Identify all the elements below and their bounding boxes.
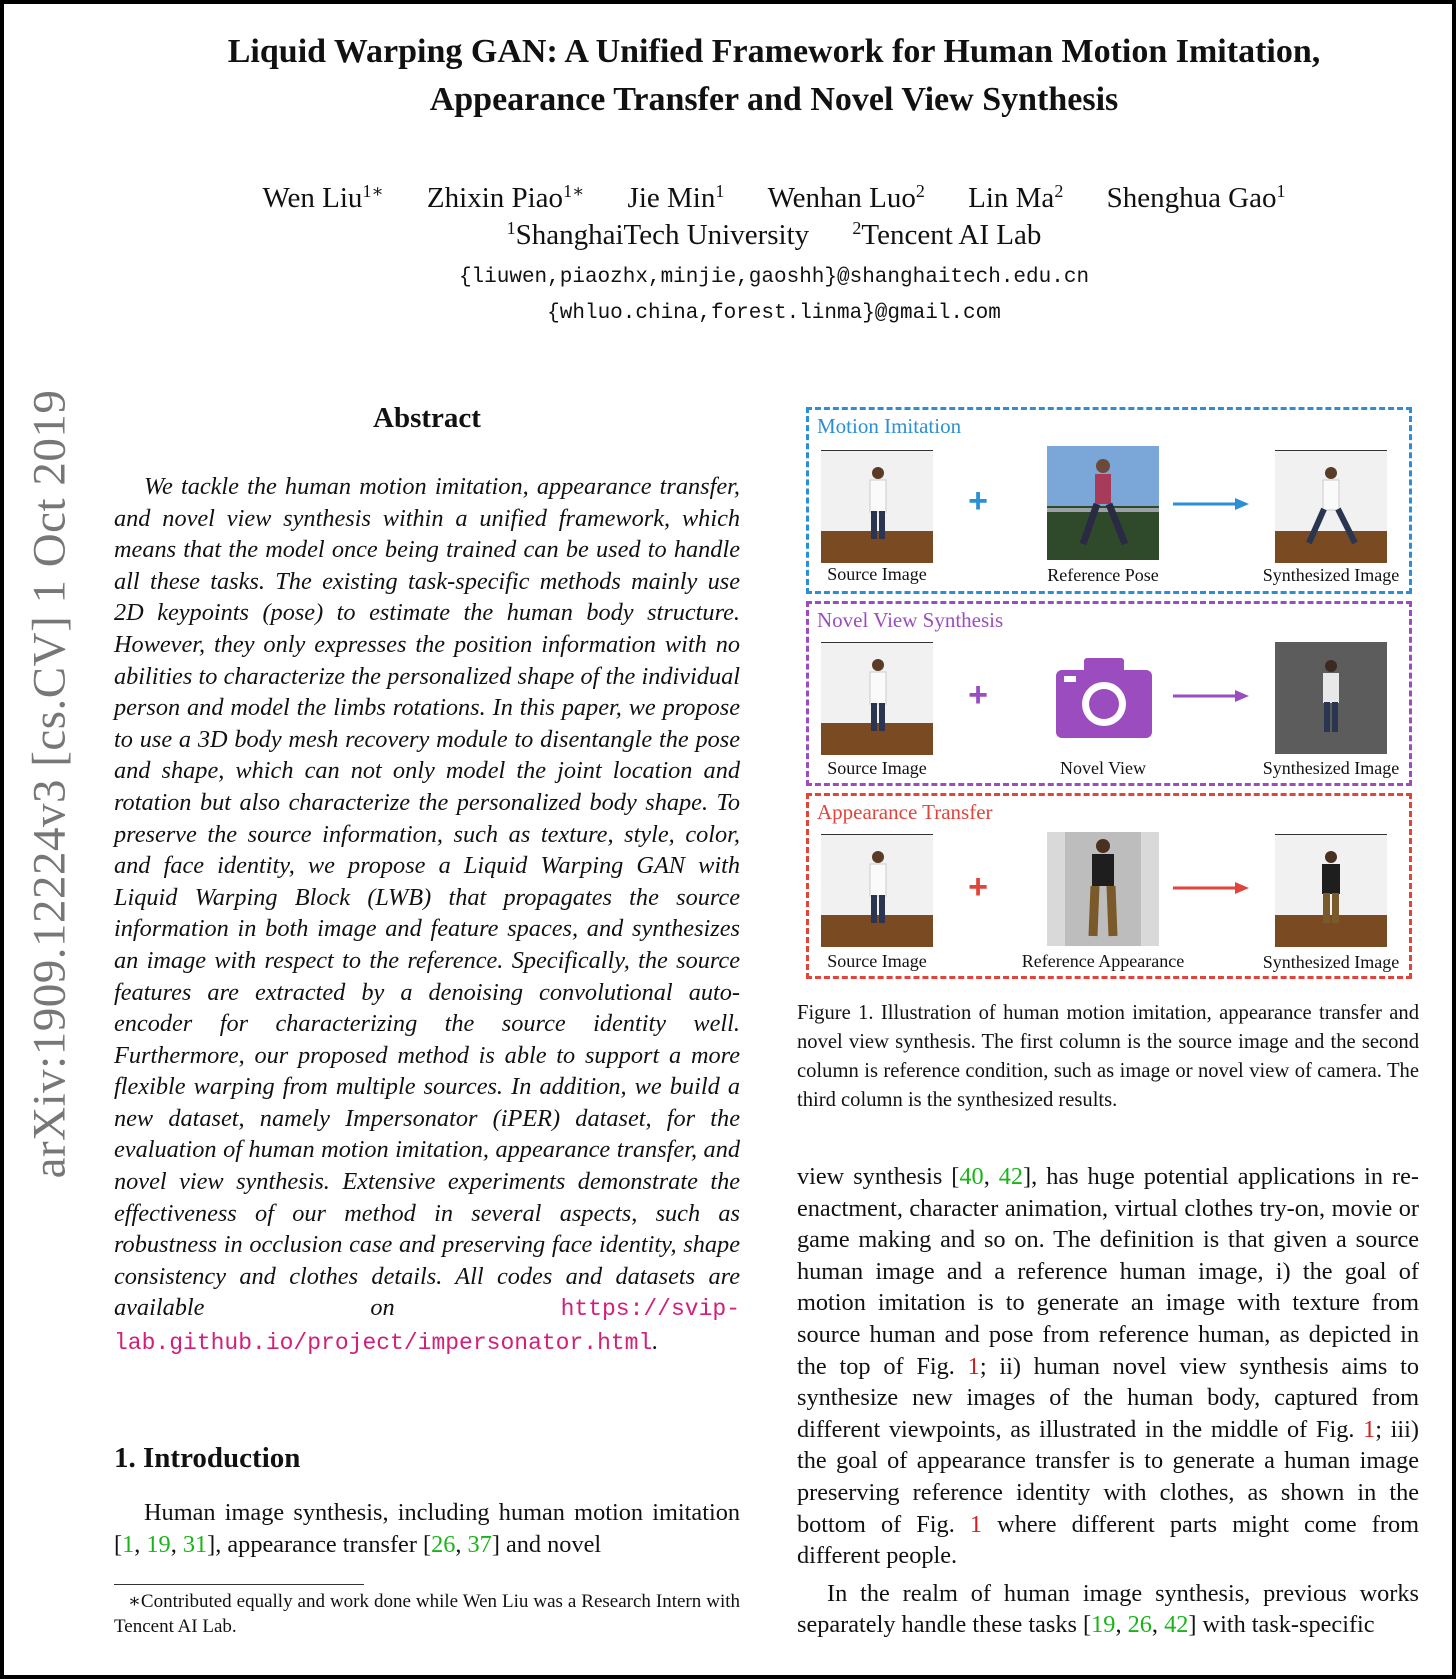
abstract-heading: Abstract	[373, 402, 481, 434]
caption-reference: Reference Appearance	[1021, 951, 1185, 971]
synthesized-image	[1275, 642, 1387, 754]
citation-link[interactable]: 42	[998, 1163, 1024, 1190]
arrow-icon	[1171, 688, 1251, 704]
camera-icon	[1056, 656, 1152, 738]
abstract-body: We tackle the human motion imitation, appearance transfer, and novel view synthesis within a unified framework, which means that the model once being trained can be used to handle all these tasks. The existing task-specific methods mainly use 2D keypoints (pose) to estimate the human body structure. However, they only expresses the position information with no abilities to characterize the personalized shape of the individual person and model the limbs rotations. In this paper, we propose to use a 3D body mesh recovery module to disentangle the pose and shape, which can not only model the joint location and rotation but also characterize the personalized body shape. To preserve the source information, such as texture, style, color, and face identity, we propose a Liquid Warping GAN with Liquid Warping Block (LWB) that propagates the source information in both image and feature spaces, and synthesizes an image with respect to the reference. Specifically, the source features are extracted by a denoising convolutional auto-encoder for characterizing the source identity well. Furthermore, our proposed method is able to support a more flexible warping from multiple sources. In addition, we build a new dataset, namely Impersonator (iPER) dataset, for the evaluation of human motion imitation, appearance transfer, and novel view synthesis. Extensive experiments demonstrate the effectiveness of our method in several aspects, such as robustness in occlusion case and preserving face identity, shape consistency and clothes details. All codes and datasets are available on	[114, 473, 740, 1322]
paper-title	[124, 28, 1424, 124]
caption-synth: Synthesized Image	[1262, 758, 1400, 778]
caption-reference: Novel View	[1059, 758, 1147, 778]
author-list	[124, 180, 1424, 217]
caption-reference: Reference Pose	[1047, 565, 1159, 585]
panel-novel-view	[806, 601, 1412, 786]
author: Wen Liu$^{1∗}$	[262, 181, 384, 214]
plus-sign: +	[968, 482, 988, 520]
title-line-1: Liquid Warping GAN: A Unified Framework for Human Motion Imitation,	[227, 33, 1321, 70]
affiliation-list	[124, 217, 1424, 254]
intro-heading: 1. Introduction	[114, 1442, 301, 1474]
reference-appearance-image	[1047, 832, 1159, 946]
email-line-2: {whluo.china,forest.linma}@gmail.com	[547, 302, 1001, 325]
panel-motion-imitation	[806, 407, 1412, 594]
source-image	[821, 642, 933, 755]
email-line-1: {liuwen,piaozhx,minjie,gaoshh}@shanghaitech.edu.cn	[458, 266, 1090, 289]
citation-link[interactable]: 1	[122, 1530, 135, 1558]
title-line-2: Appearance Transfer and Novel View Synthesis	[429, 81, 1119, 118]
panel-appearance-transfer	[806, 793, 1412, 979]
author: Lin Ma$^2$	[968, 181, 1064, 214]
panel-title: Appearance Transfer	[817, 800, 993, 824]
author: Zhixin Piao$^{1∗}$	[426, 181, 585, 214]
abstract-text: We tackle the human motion imitation, appearance transfer, and novel view synthesis within a unified framework, which means that the model once being trained can be used to handle all these tasks. The existing task-specific methods mainly use 2D keypoints (pose) to estimate the human body structure. However, they only expresses the position information with no abilities to characterize the personalized shape of the individual person and model the limbs rotations. In this paper, we propose to use a 3D body mesh recovery module to disentangle the pose and shape, which can not only model the joint location and rotation but also characterize the personalized body shape. To preserve the source information, such as texture, style, color, and face identity, we propose a Liquid Warping GAN with Liquid Warping Block (LWB) that propagates the source information in both image and feature spaces, and synthesizes an image with respect to the reference. Specifically, the source features are extracted by a denoising convolutional auto-encoder for characterizing the source identity well. Furthermore, our proposed method is able to support a more flexible warping from multiple sources. In addition, we build a new dataset, namely Impersonator (iPER) dataset, for the evaluation of human motion imitation, appearance transfer, and novel view synthesis. Extensive experiments demonstrate the effectiveness of our method in several aspects, such as robustness in occlusion case and preserving face identity, shape consistency and clothes details. All codes and datasets are available on https://svip-lab.github.io/project/impersonator.html.	[114, 473, 740, 1357]
arrow-icon	[1171, 880, 1251, 896]
arrow-icon	[1171, 496, 1251, 512]
synthesized-image	[1275, 450, 1387, 563]
arxiv-id: arXiv:1909.12224v3 [cs.CV] 1 Oct 2019	[23, 389, 75, 1179]
intro-text: Human image synthesis, including human motion imitation [1, 19, 31], appearance transfer [26, 37] and novel	[114, 1499, 740, 1558]
intro-continued: view synthesis [40, 42], has huge potential applications in re-enactment, character animation, virtual clothes try-on, movie or game making and so on. The definition is that given a source human image and a reference human image, i) the goal of motion imitation is to generate an image with texture from source human and pose from reference human, as depicted in the top of Fig. 1; ii) human novel view synthesis aims to synthesize new images of the human body, captured from different viewpoints, as illustrated in the middle of Fig. 1; iii) the goal of appearance transfer is to generate a human image preserving reference identity with clothes, as shown in the bottom of Fig. 1 where different parts might come from different people. In the realm of human image synthesis, previous works separately handle these tasks [19, 26, 42] with task-specific	[797, 1163, 1420, 1639]
plus-sign: +	[968, 868, 988, 906]
reference-pose-image	[1047, 446, 1159, 560]
citation-link[interactable]: 19	[146, 1530, 171, 1558]
author: Jie Min$^1$	[627, 181, 725, 214]
caption-source: Source Image	[827, 951, 927, 971]
citation-link[interactable]: 26	[1127, 1611, 1152, 1639]
source-image	[821, 834, 933, 947]
affiliation: $^1$ShanghaiTech University	[506, 218, 810, 251]
caption-synth: Synthesized Image	[1262, 952, 1400, 972]
affiliation: $^2$Tencent AI Lab	[852, 218, 1042, 251]
plus-sign: +	[968, 676, 988, 714]
citation-link[interactable]: 42	[1164, 1611, 1189, 1639]
figure-ref-link[interactable]: 1	[1363, 1415, 1376, 1443]
panel-title: Motion Imitation	[817, 414, 962, 438]
citation-link[interactable]: 19	[1091, 1611, 1116, 1639]
synthesized-image	[1275, 834, 1387, 947]
author: Shenghua Gao$^1$	[1106, 181, 1286, 214]
figure-ref-link[interactable]: 1	[967, 1352, 980, 1380]
figure-caption: Figure 1. Illustration of human motion imitation, appearance transfer and novel view synthesis. The first column is the source image and the second column is reference condition, such as image or novel view of camera. The third column is the synthesized results.	[797, 1002, 1419, 1111]
panel-title: Novel View Synthesis	[817, 608, 1004, 632]
citation-link[interactable]: 31	[182, 1530, 208, 1558]
author-block	[124, 180, 1424, 254]
citation-link[interactable]: 26	[431, 1530, 456, 1558]
footnote: ∗Contributed equally and work done while Wen Liu was a Research Intern with Tencent AI Lab.	[114, 1591, 740, 1637]
project-link[interactable]: https://svip-lab.github.io/project/impersonator.html	[114, 1296, 740, 1357]
figure-ref-link[interactable]: 1	[969, 1510, 983, 1538]
source-image	[821, 450, 933, 563]
caption-synth: Synthesized Image	[1262, 565, 1400, 585]
paper-page	[4, 4, 1452, 1675]
caption-source: Source Image	[827, 758, 927, 778]
citation-link[interactable]: 37	[467, 1530, 492, 1558]
author: Wenhan Luo$^2$	[767, 181, 925, 214]
arxiv-watermark	[16, 334, 82, 1234]
footnote-rule	[114, 1584, 364, 1585]
caption-source: Source Image	[827, 564, 927, 584]
citation-link[interactable]: 40	[959, 1163, 984, 1190]
